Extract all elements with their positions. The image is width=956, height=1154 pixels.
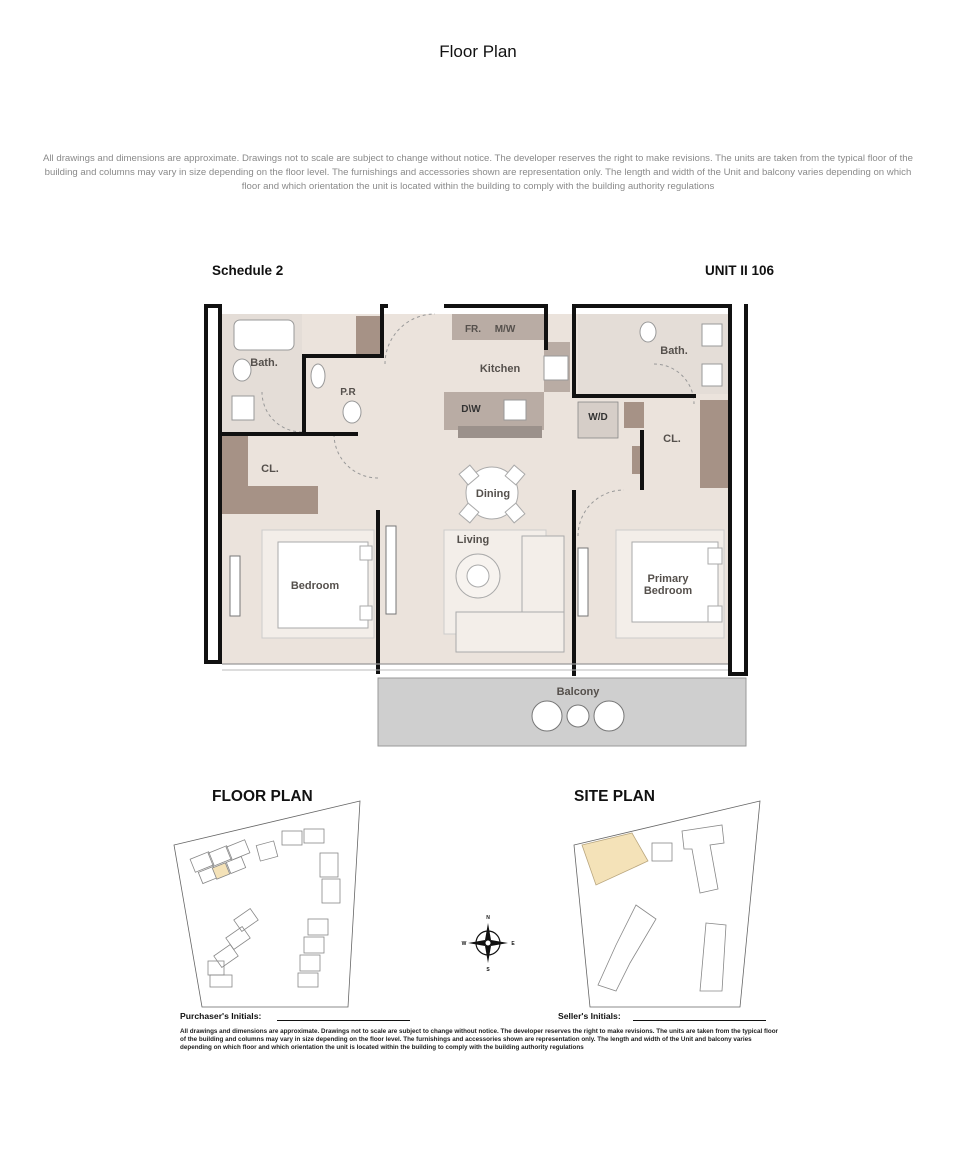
primary-nightstand <box>708 606 722 622</box>
unit-floor-plan <box>200 300 756 750</box>
purchaser-signature-line[interactable] <box>277 1020 410 1021</box>
schedule-label: Schedule 2 <box>212 263 284 278</box>
label-powder-room: P.R <box>340 387 356 398</box>
label-living: Living <box>456 534 490 546</box>
label-primary-bedroom: Primary <box>647 573 689 585</box>
label-bedroom: Bedroom <box>290 580 340 592</box>
bathtub <box>234 320 294 350</box>
wardrobe-right <box>578 548 588 616</box>
label-balcony: Balcony <box>556 686 600 698</box>
stove <box>544 356 568 380</box>
unit-label: UNIT II 106 <box>705 263 775 278</box>
seller-initials-label: Seller's Initials: <box>558 1011 621 1021</box>
sink-left <box>232 396 254 420</box>
compass-icon <box>462 915 516 973</box>
kitchen-island <box>444 392 544 430</box>
toilet-left <box>233 359 251 381</box>
label-primary-bedroom: Bedroom <box>643 585 693 597</box>
purchaser-initials-label: Purchaser's Initials: <box>180 1011 262 1021</box>
bedroom-nightstand <box>360 546 372 560</box>
label-washer-dryer: W/D <box>588 412 608 423</box>
sink-right-2 <box>702 364 722 386</box>
label-dishwasher: D\W <box>461 404 481 415</box>
island-top <box>458 426 542 438</box>
disclaimer-bottom: All drawings and dimensions are approximate. Drawings not to scale are subject to change without notice. The developer reserves the right to make revisions. The units are taken from the typical floor of the building and columns may vary in size depending on the floor level. The furnishings and accessories shown are representation only. The length and width of the Unit and balcony varies depending on which floor and which orientation the unit is located within the building to comply with the building authority regulations <box>180 1028 779 1051</box>
balcony-chair <box>532 701 562 731</box>
wardrobe-left <box>230 556 240 616</box>
toilet-right <box>640 322 656 342</box>
coffee-table-inner <box>467 565 489 587</box>
label-microwave: M/W <box>494 324 516 335</box>
closet-right-small <box>624 402 644 428</box>
compass-e: E <box>511 941 515 947</box>
label-bath-right: Bath. <box>660 345 688 357</box>
seller-signature-line[interactable] <box>633 1020 766 1021</box>
compass-n: N <box>486 915 490 921</box>
living-sofa-seat <box>456 612 564 652</box>
bedroom-nightstand <box>360 606 372 620</box>
balcony-chair <box>594 701 624 731</box>
toilet-pr <box>343 401 361 423</box>
disclaimer-top: All drawings and dimensions are approximate. Drawings not to scale are subject to change without notice. The developer reserves the right to make revisions. The units are taken from the typical floor of the building and columns may vary in size depending on the floor level. The furnishings and accessories shown are representation only. The length and width of the Unit and balcony varies depending on which floor and which orientation the unit is located within the building to comply with the building authority regulations <box>43 153 913 192</box>
label-dining: Dining <box>475 488 511 500</box>
pr-cabinet <box>356 316 382 356</box>
compass-s: S <box>486 967 490 973</box>
sink-pr <box>311 364 325 388</box>
wardrobe-mid <box>386 526 396 614</box>
site-plan-title: SITE PLAN <box>574 788 655 805</box>
label-bath-left: Bath. <box>250 357 278 369</box>
kitchen-sink <box>504 400 526 420</box>
closet-right <box>700 400 728 488</box>
label-fridge: FR. <box>464 324 482 335</box>
compass-w: W <box>461 941 467 947</box>
sink-right-1 <box>702 324 722 346</box>
balcony-table <box>567 705 589 727</box>
closet-right-slot <box>632 446 640 474</box>
floor-plan-key-map <box>174 801 360 1007</box>
document-title: Floor Plan <box>439 42 517 61</box>
label-closet-right: CL. <box>663 433 681 445</box>
label-closet-left: CL. <box>261 463 279 475</box>
living-sofa <box>522 536 564 624</box>
site-plan-key-map <box>574 801 760 1007</box>
primary-nightstand <box>708 548 722 564</box>
floor-plan-title: FLOOR PLAN <box>212 788 313 805</box>
label-kitchen: Kitchen <box>479 363 521 375</box>
location-maps <box>170 795 770 1010</box>
